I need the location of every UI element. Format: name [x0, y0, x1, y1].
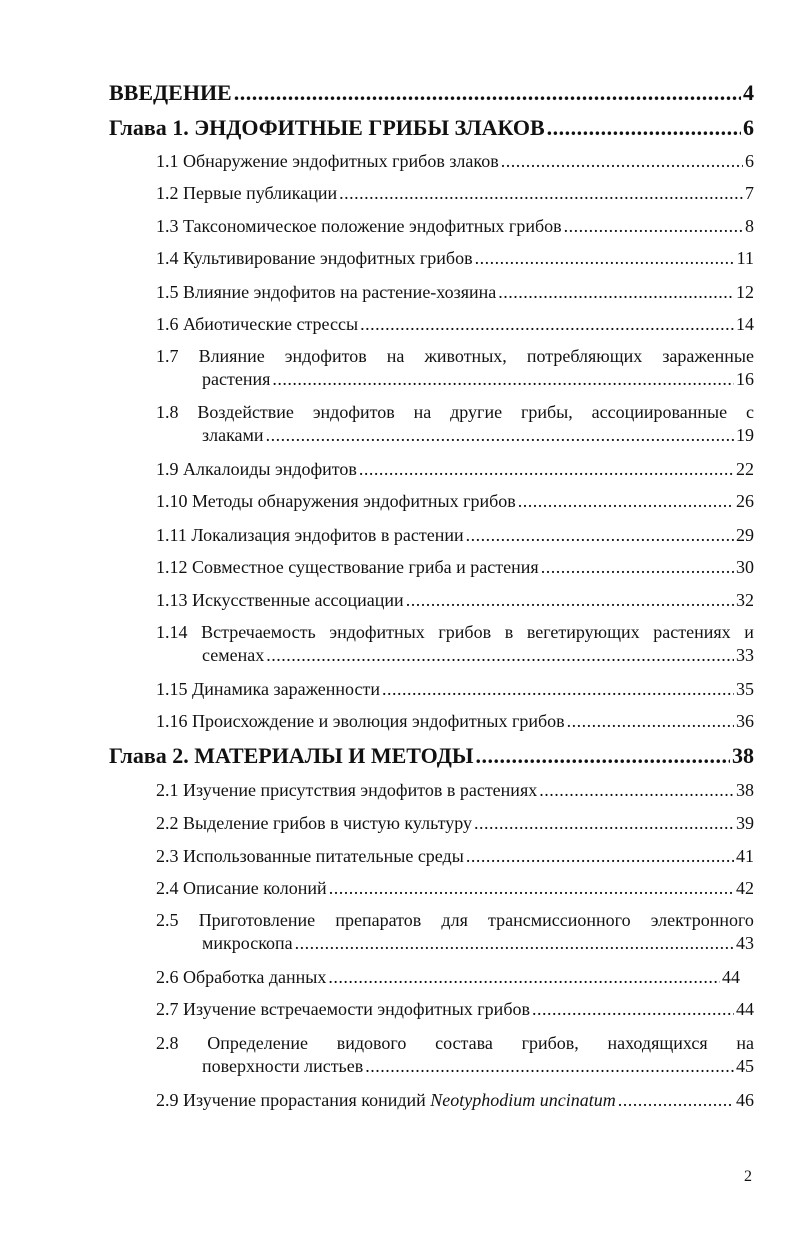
- toc-section-1-16[interactable]: [156, 711, 754, 732]
- toc-section-1-4[interactable]: [156, 248, 754, 269]
- toc-label: 2.6 Обработка данных: [156, 967, 327, 987]
- toc-leader: [359, 459, 734, 480]
- toc-label: 2.7 Изучение встречаемости эндофитных грибов: [156, 999, 530, 1019]
- toc-label-cont: микроскопа: [202, 933, 293, 953]
- toc-leader: [406, 590, 734, 611]
- toc-page: 32: [736, 590, 754, 610]
- toc-word: вегетирующих: [526, 622, 640, 642]
- toc-section-1-8[interactable]: [156, 402, 754, 446]
- toc-word: трансмиссионного: [488, 910, 631, 930]
- toc-page: 43: [736, 933, 754, 953]
- toc-page: 42: [736, 878, 754, 898]
- toc-page: 36: [736, 711, 754, 731]
- toc-page: 11: [736, 248, 754, 268]
- toc-word: эндофитов: [312, 402, 395, 422]
- toc-label-line: [156, 1033, 754, 1054]
- toc-leader: [474, 813, 734, 834]
- toc-page: 8: [745, 216, 754, 236]
- toc-label: ВВЕДЕНИЕ: [109, 80, 232, 105]
- toc-section-1-9[interactable]: [156, 459, 754, 480]
- toc-word: Определение: [207, 1033, 308, 1053]
- toc-word: Влияние: [198, 346, 265, 366]
- toc-leader: [328, 967, 720, 988]
- toc-leader: [466, 525, 734, 546]
- toc-word: для: [441, 910, 468, 930]
- toc-label: 1.16 Происхождение и эволюция эндофитных грибов: [156, 711, 565, 731]
- toc-label-cont: поверхности листьев: [202, 1056, 364, 1076]
- toc-label: 2.4 Описание колоний: [156, 878, 327, 898]
- toc-label-italic: Neotyphodium uncinatum: [430, 1090, 616, 1110]
- toc-page: 19: [736, 425, 754, 445]
- toc-label: 1.11 Локализация эндофитов в растении: [156, 525, 464, 545]
- toc-label: 1.15 Динамика зараженности: [156, 679, 380, 699]
- toc-leader: [498, 282, 734, 303]
- toc-leader: [365, 1056, 734, 1077]
- toc-word: на: [736, 1033, 754, 1053]
- toc-label: 1.9 Алкалоиды эндофитов: [156, 459, 357, 479]
- toc-label: Глава 1. ЭНДОФИТНЫЕ ГРИБЫ ЗЛАКОВ: [109, 115, 545, 140]
- toc-label: 1.12 Совместное существование гриба и растения: [156, 557, 539, 577]
- toc-page: 16: [736, 369, 754, 389]
- toc-label-cont: злаками: [202, 425, 264, 445]
- toc-word: зараженные: [662, 346, 754, 366]
- toc-intro[interactable]: [109, 80, 754, 106]
- toc-page: 29: [736, 525, 754, 545]
- toc-section-1-11[interactable]: [156, 525, 754, 546]
- toc-section-1-6[interactable]: [156, 314, 754, 335]
- toc-leader: [360, 314, 734, 335]
- toc-page: 30: [736, 557, 754, 577]
- toc-label-cont: семенах: [202, 645, 265, 665]
- toc-label: 1.4 Культивирование эндофитных грибов: [156, 248, 473, 268]
- toc-label: 1.3 Таксономическое положение эндофитных грибов: [156, 216, 562, 236]
- toc-chapter-2[interactable]: [109, 743, 754, 769]
- toc-leader: [295, 933, 734, 954]
- toc-word: состава: [435, 1033, 493, 1053]
- toc-word: 1.7: [156, 346, 179, 366]
- toc-word: 2.5: [156, 910, 179, 930]
- toc-page: 44: [722, 967, 740, 987]
- toc-leader: [329, 878, 734, 899]
- toc-leader: [466, 846, 734, 867]
- toc-section-2-4[interactable]: [156, 878, 754, 899]
- toc-label: 2.3 Использованные питательные среды: [156, 846, 464, 866]
- toc-continuation-line: [202, 425, 754, 446]
- toc-page: 33: [736, 645, 754, 665]
- toc-word: электронного: [650, 910, 754, 930]
- toc-continuation-line: [202, 369, 754, 390]
- toc-section-2-6[interactable]: [156, 967, 740, 988]
- toc-section-1-15[interactable]: [156, 679, 754, 700]
- toc-page: 39: [736, 813, 754, 833]
- toc-word: находящихся: [607, 1033, 708, 1053]
- toc-word: грибов: [438, 622, 492, 642]
- toc-section-2-8[interactable]: [156, 1033, 754, 1077]
- toc-label: 2.2 Выделение грибов в чистую культуру: [156, 813, 472, 833]
- toc-section-1-1[interactable]: [156, 151, 754, 172]
- toc-section-1-2[interactable]: [156, 183, 754, 204]
- toc-section-1-3[interactable]: [156, 216, 754, 237]
- toc-section-2-7[interactable]: [156, 999, 754, 1020]
- toc-continuation-line: [202, 645, 754, 666]
- toc-page: 6: [743, 115, 754, 140]
- toc-label-wrapper: [156, 1090, 616, 1111]
- toc-section-1-7[interactable]: [156, 346, 754, 390]
- toc-page: 26: [736, 491, 754, 511]
- toc-section-2-2[interactable]: [156, 813, 754, 834]
- toc-word: видового: [336, 1033, 407, 1053]
- toc-word: в: [504, 622, 514, 642]
- toc-word: и: [744, 622, 754, 642]
- toc-leader: [501, 151, 743, 172]
- toc-page: 44: [736, 999, 754, 1019]
- toc-word: животных,: [424, 346, 507, 366]
- toc-leader: [234, 80, 741, 106]
- toc-word: Воздействие: [197, 402, 294, 422]
- toc-leader: [475, 248, 735, 269]
- toc-leader: [266, 425, 734, 446]
- toc-label: 2.9 Изучение прорастания конидий: [156, 1090, 426, 1110]
- toc-leader: [539, 780, 734, 801]
- toc-leader: [518, 491, 734, 512]
- toc-section-2-5[interactable]: [156, 910, 754, 954]
- toc-label-cont: растения: [202, 369, 271, 389]
- toc-page: 22: [736, 459, 754, 479]
- toc-word: 1.14: [156, 622, 188, 642]
- toc-word: на: [386, 346, 405, 366]
- toc-word: эндофитных: [329, 622, 425, 642]
- toc-page: 12: [736, 282, 754, 302]
- toc-page: 41: [736, 846, 754, 866]
- toc-label-line: [156, 402, 754, 423]
- toc-label-line: [156, 622, 754, 643]
- toc-chapter-1[interactable]: [109, 115, 754, 141]
- toc-label: 1.2 Первые публикации: [156, 183, 338, 203]
- toc-label-line: [156, 346, 754, 367]
- toc-page: 38: [732, 743, 754, 768]
- toc-section-2-1[interactable]: [156, 780, 754, 801]
- toc-leader: [272, 369, 734, 390]
- toc-page: 7: [745, 183, 754, 203]
- toc-section-1-13[interactable]: [156, 590, 754, 611]
- toc-word: грибов,: [521, 1033, 579, 1053]
- toc-leader: [382, 679, 734, 700]
- toc-word: потребляющих: [526, 346, 643, 366]
- toc-word: Встречаемость: [201, 622, 316, 642]
- toc-page: 14: [736, 314, 754, 334]
- toc-word: 1.8: [156, 402, 179, 422]
- toc-page: 35: [736, 679, 754, 699]
- toc-label: 2.1 Изучение присутствия эндофитов в растениях: [156, 780, 538, 800]
- toc-leader: [547, 115, 741, 141]
- toc-continuation-line: [202, 1056, 754, 1077]
- toc-leader: [266, 645, 734, 666]
- toc-word: растениях: [653, 622, 731, 642]
- toc-label-line: [156, 910, 754, 931]
- toc-word: Приготовление: [198, 910, 316, 930]
- toc-label: 1.10 Методы обнаружения эндофитных грибов: [156, 491, 516, 511]
- toc-section-1-10[interactable]: [156, 491, 754, 512]
- toc-word: грибы,: [520, 402, 573, 422]
- toc-leader: [532, 999, 734, 1020]
- toc-page: 38: [736, 780, 754, 800]
- toc-section-1-14[interactable]: [156, 622, 754, 666]
- toc-section-2-3[interactable]: [156, 846, 754, 867]
- toc-label: 1.1 Обнаружение эндофитных грибов злаков: [156, 151, 499, 171]
- toc-page: 6: [745, 151, 754, 171]
- toc-section-2-9[interactable]: [156, 1090, 754, 1111]
- toc-section-1-12[interactable]: [156, 557, 754, 578]
- toc-leader: [541, 557, 734, 578]
- toc-label: 1.6 Абиотические стрессы: [156, 314, 359, 334]
- page-number: 2: [744, 1168, 752, 1185]
- toc-section-1-5[interactable]: [156, 282, 754, 303]
- toc-page: 46: [736, 1090, 754, 1110]
- toc-leader: [564, 216, 743, 237]
- toc-leader: [618, 1090, 734, 1111]
- toc-label: Глава 2. МАТЕРИАЛЫ И МЕТОДЫ: [109, 743, 474, 768]
- toc-word: другие: [450, 402, 503, 422]
- toc-word: на: [413, 402, 432, 422]
- toc-word: 2.8: [156, 1033, 179, 1053]
- toc-word: препаратов: [335, 910, 422, 930]
- toc-continuation-line: [202, 933, 754, 954]
- toc-word: эндофитов: [284, 346, 367, 366]
- toc-page: 45: [736, 1056, 754, 1076]
- toc-leader: [339, 183, 743, 204]
- toc-label: 1.13 Искусственные ассоциации: [156, 590, 404, 610]
- toc-label: 1.5 Влияние эндофитов на растение-хозяина: [156, 282, 497, 302]
- toc-word: с: [745, 402, 754, 422]
- toc-page: 4: [743, 80, 754, 105]
- toc-leader: [475, 743, 730, 769]
- toc-leader: [567, 711, 734, 732]
- toc-word: ассоциированные: [591, 402, 728, 422]
